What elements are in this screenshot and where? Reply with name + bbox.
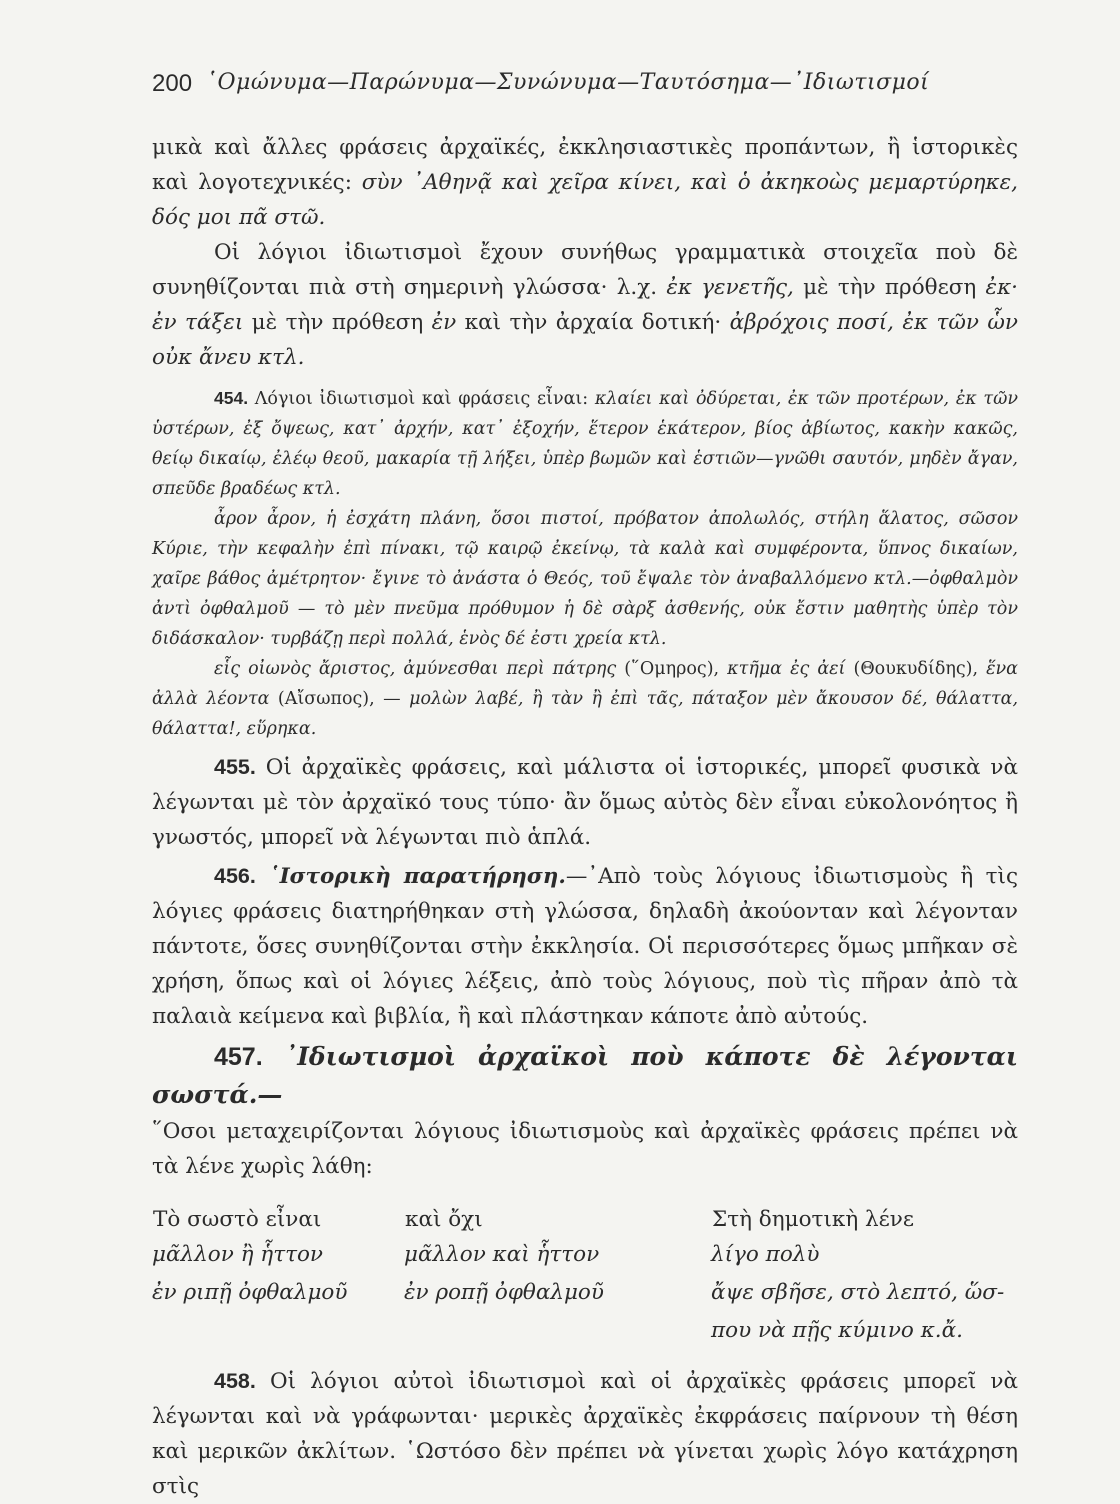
table-cell: ἐν ριπῇ ὀφθαλμοῦ — [152, 1280, 348, 1305]
table-header-row — [152, 1196, 1018, 1242]
section-457-text: ῞Οσοι μεταχειρίζονται λόγιους ἰδιωτισμοὺς καὶ ἀρχαϊκὲς φράσεις πρέπει νὰ τὰ λένε χωρὶς λάθη: — [152, 1119, 1018, 1179]
section-456: 456. ῾Ιστορικὴ παρατήρηση.—᾿Απὸ τοὺς λόγιους ἰδιωτισμοὺς ἢ τὶς λόγιες φράσεις διατηρήθηκαν στὴ γλώσσα, δηλαδὴ ἀκούονταν καὶ λέγονταν πάντοτε, ὅσες συνηθίζονται στὴν ἐκκλησία. Οἱ περισσότερες ὅμως μπῆκαν σὲ χρήση, ὅπως καὶ οἱ λόγιες λέξεις, ἀπὸ τοὺς λόγιους, ποὺ τὶς πῆραν ἀπὸ τὰ παλαιὰ κείμενα καὶ βιβλία, ἢ καὶ πλάστηκαν κάποτε ἀπὸ αὐτούς. — [152, 864, 1018, 1029]
table-cell — [152, 1318, 404, 1356]
column-header: καὶ ὄχι — [405, 1206, 483, 1232]
section-454: 454. Λόγιοι ἰδιωτισμοὶ καὶ φράσεις εἶναι: κλαίει καὶ ὀδύρεται, ἐκ τῶν προτέρων, ἐκ τῶν ὑστέρων, ἐξ ὄψεως, κατ᾿ ἀρχήν, κατ᾿ ἐξοχήν, ἕτερον ἑκάτερον, βίος ἀβίωτος, κακὴν κακῶς, θείῳ δικαίῳ, ἐλέῳ θεοῦ, μακαρία τῇ λήξει, ὑπὲρ βωμῶν καὶ ἑστιῶν—γνῶθι σαυτόν, μηδὲν ἄγαν, σπεῦδε βραδέως κτλ. — [152, 388, 1018, 499]
paragraph-continuation: μικὰ καὶ ἄλλες φράσεις ἀρχαϊκές, ἐκκλησιαστικὲς προπάντων, ἢ ἱστορικὲς καὶ λογοτεχνικές: σὺν ᾿Αθηνᾷ καὶ χεῖρα κίνει, καὶ ὁ ἀκηκοὼς μεμαρτύρηκε, δός μοι πᾶ στῶ. — [152, 135, 1019, 230]
section-454-quotes: εἷς οἰωνὸς ἄριστος, ἀμύνεσθαι περὶ πάτρης (῞Ομηρος), κτῆμα ἐς ἀεί (Θουκυδίδης), ἕνα ἀλλὰ λέοντα (Αἴσωπος), — μολὼν λαβέ, ἢ τὰν ἢ ἐπὶ τᾶς, πάταξον μὲν ἄκουσον δέ, θάλαττα, θάλαττα!, εὕρηκα. — [152, 659, 1019, 739]
table-cell: μᾶλλον ἢ ἧττον — [152, 1242, 323, 1267]
table-row — [152, 1280, 1018, 1318]
section-heading: ῾Ιστορικὴ παρατήρηση. — [255, 864, 566, 889]
table-cell — [404, 1318, 711, 1356]
column-header: Τὸ σωστὸ εἶναι — [153, 1206, 322, 1232]
section-454-examples: ἆρον ἆρον, ἡ ἐσχάτη πλάνη, ὅσοι πιστοί, πρόβατον ἀπολωλός, στήλη ἅλατος, σῶσον Κύριε, τὴν κεφαλὴν ἐπὶ πίνακι, τῷ καιρῷ ἐκείνῳ, τὰ καλὰ καὶ συμφέροντα, ὕπνος δικαίων, χαῖρε βάθος ἀμέτρητον· ἔγινε τὸ ἀνάστα ὁ Θεός, τοῦ ἔψαλε τὸν ἀναβαλλόμενο κτλ.—ὀφθαλμὸν ἀντὶ ὀφθαλμοῦ — τὸ μὲν πνεῦμα πρόθυμον ἡ δὲ σὰρξ ἀσθενής, οὐκ ἔστιν μαθητὴς ὑπὲρ τὸν διδάσκαλον· τυρβάζῃ περὶ πολλά, ἑνὸς δέ ἐστι χρεία κτλ. — [152, 509, 1018, 649]
table-cell: ἄψε σβῆσε, στὸ λεπτό, ὥσ- — [711, 1280, 1005, 1305]
running-title: ῾Ομώνυμα—Παρώνυμα—Συνώνυμα—Ταυτόσημα—᾿Ιδιωτισμοί — [206, 70, 930, 95]
comparison-table — [152, 1196, 1018, 1356]
section-457-heading — [152, 1038, 1018, 1114]
section-number: 454. — [214, 388, 249, 408]
section-455: 455. Οἱ ἀρχαϊκὲς φράσεις, καὶ μάλιστα οἱ ἱστορικές, μπορεῖ φυσικὰ νὰ λέγωνται μὲ τὸν ἀρχαϊκό τους τύπο· ἂν ὅμως αὐτὸς δὲν εἶναι εὐκολονόητος ἢ γνωστός, μπορεῖ νὰ λέγωνται πιὸ ἁπλά. — [152, 755, 1018, 850]
table-cell: που νὰ πῇς κύμινο κ.ἄ. — [711, 1318, 963, 1343]
paragraph-learned-idioms: Οἱ λόγιοι ἰδιωτισμοὶ ἔχουν συνήθως γραμματικὰ στοιχεῖα ποὺ δὲ συνηθίζονται πιὰ στὴ σημερινὴ γλώσσα· λ.χ. ἐκ γενετῆς, μὲ τὴν πρόθεση ἐκ· ἐν τάξει μὲ τὴν πρόθεση ἐν καὶ τὴν ἀρχαία δοτική· ἀβρόχοις ποσί, ἐκ τῶν ὧν οὐκ ἄνευ κτλ. — [152, 240, 1019, 370]
column-header: Στὴ δημοτικὴ λένε — [712, 1206, 915, 1232]
table-cell: μᾶλλον καὶ ἧττον — [404, 1242, 600, 1267]
section-number: 455. — [214, 755, 256, 779]
section-458: 458. Οἱ λόγιοι αὐτοὶ ἰδιωτισμοὶ καὶ οἱ ἀρχαϊκὲς φράσεις μπορεῖ νὰ λέγωνται καὶ νὰ γράφωνται· μερικὲς ἀρχαϊκὲς ἐκφράσεις παίρνουν τὴ θέση καὶ μερικῶν ἀκλίτων. ῾Ωστόσο δὲν πρέπει νὰ γίνεται χωρὶς λόγο κατάχρηση στὶς — [152, 1369, 1018, 1499]
section-number: 458. — [214, 1369, 256, 1393]
page-header — [152, 66, 1022, 106]
section-number: 457. — [214, 1043, 263, 1071]
section-heading: ᾿Ιδιωτισμοὶ ἀρχαϊκοὶ ποὺ κάποτε δὲ λέγονται σωστά.— — [152, 1042, 1018, 1109]
table-row — [152, 1318, 1018, 1356]
table-cell: ἐν ροπῇ ὀφθαλμοῦ — [404, 1280, 604, 1305]
page-body — [152, 130, 1018, 1504]
page-number: 200 — [152, 70, 193, 97]
table-row — [152, 1242, 1018, 1280]
table-cell: λίγο πολὺ — [711, 1242, 820, 1267]
section-number: 456. — [214, 864, 256, 888]
